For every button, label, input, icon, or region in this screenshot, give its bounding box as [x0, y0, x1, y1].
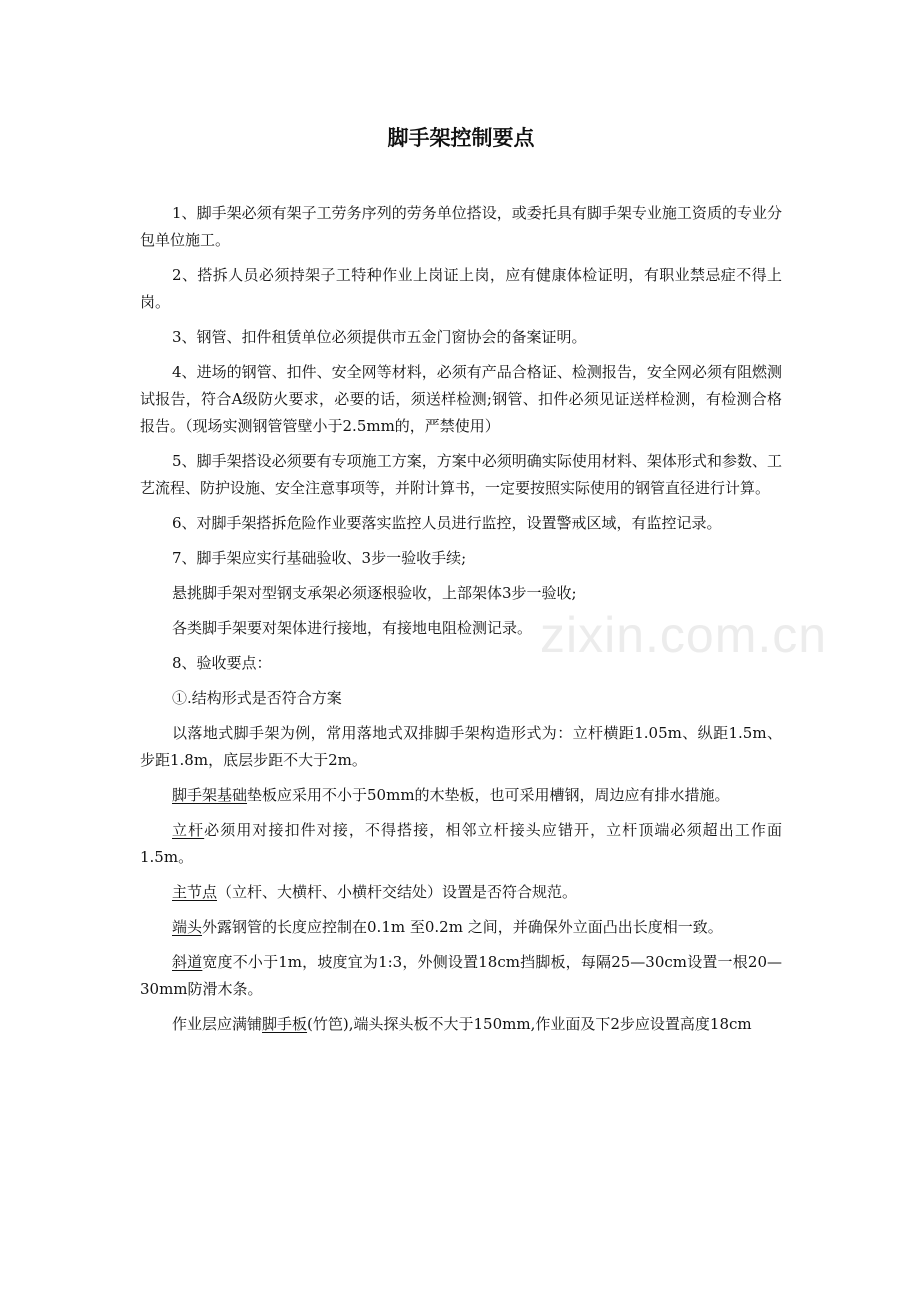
paragraph-3: 3、钢管、扣件租赁单位必须提供市五金门窗协会的备案证明。 — [172, 328, 587, 346]
paragraph-4: 4、进场的钢管、扣件、安全网等材料，必须有产品合格证、检测报告，安全网必须有阻燃测试报告，符合A级防火要求，必要的话，须送样检测;钢管、扣件必须见证送样检测，有检测合格报告。（现场实测钢管管壁小于2.5mm的，严禁使用） — [140, 363, 782, 435]
paragraph-7-grounding: 各类脚手架要对架体进行接地，有接地电阻检测记录。 — [172, 619, 533, 637]
paragraph-8-example: 以落地式脚手架为例，常用落地式双排脚手架构造形式为：立杆横距1.05m、纵距1.5m、步距1.8m，底层步距不大于2m。 — [140, 724, 782, 769]
paragraph-ramp-text: 宽度不小于1m，坡度宜为1:3，外侧设置18cm挡脚板，每隔25—30cm设置一根20—30mm防滑木条。 — [140, 953, 782, 998]
paragraph-main-node — [140, 879, 782, 914]
term-end: 端头 — [172, 918, 203, 936]
paragraph-foundation-text: 垫板应采用不小于50mm的木垫板，也可采用槽钢，周边应有排水措施。 — [247, 786, 730, 804]
paragraph-ramp — [140, 949, 782, 1011]
paragraph-8-structure: ①.结构形式是否符合方案 — [172, 689, 342, 707]
document-body — [140, 200, 782, 1046]
paragraph-2: 2、搭拆人员必须持架子工特种作业上岗证上岗，应有健康体检证明，有职业禁忌症不得上岗。 — [140, 266, 782, 311]
page-title: 脚手架控制要点 — [387, 126, 535, 150]
paragraph-end — [140, 914, 782, 949]
paragraph-main-node-text: （立杆、大横杆、小横杆交结处）设置是否符合规范。 — [217, 883, 578, 901]
paragraph-pole — [140, 817, 782, 879]
paragraph-5: 5、脚手架搭设必须要有专项施工方案，方案中必须明确实际使用材料、架体形式和参数、工艺流程、防护设施、安全注意事项等，并附计算书，一定要按照实际使用的钢管直径进行计算。 — [140, 452, 782, 497]
paragraph-6: 6、对脚手架搭拆危险作业要落实监控人员进行监控，设置警戒区域，有监控记录。 — [172, 514, 722, 532]
term-scaffold-board: 脚手板 — [262, 1015, 308, 1033]
paragraph-scaffold-board-text: (竹笆),端头探头板不大于150mm,作业面及下2步应设置高度18cm — [307, 1015, 752, 1033]
term-pole: 立杆 — [172, 821, 205, 839]
paragraph-end-text: 外露钢管的长度应控制在0.1m 至0.2m 之间，并确保外立面凸出长度相一致。 — [202, 918, 723, 936]
paragraph-foundation — [140, 782, 782, 817]
term-ramp: 斜道 — [172, 953, 203, 971]
paragraph-7-overhang: 悬挑脚手架对型钢支承架必须逐根验收，上部架体3步一验收; — [172, 584, 577, 602]
paragraph-8: 8、验收要点： — [172, 654, 272, 672]
watermark: zixin.com.cn — [540, 607, 828, 663]
paragraph-scaffold-board-lead: 作业层应满铺 — [172, 1015, 263, 1033]
paragraph-pole-text: 必须用对接扣件对接，不得搭接，相邻立杆接头应错开，立杆顶端必须超出工作面1.5m。 — [140, 821, 782, 866]
paragraph-scaffold-board — [140, 1011, 782, 1046]
paragraph-1: 1、脚手架必须有架子工劳务序列的劳务单位搭设，或委托具有脚手架专业施工资质的专业分包单位施工。 — [140, 204, 782, 249]
term-main-node: 主节点 — [172, 883, 218, 901]
paragraph-7: 7、脚手架应实行基础验收、3步一验收手续; — [172, 549, 467, 567]
term-foundation: 脚手架基础 — [172, 786, 248, 804]
